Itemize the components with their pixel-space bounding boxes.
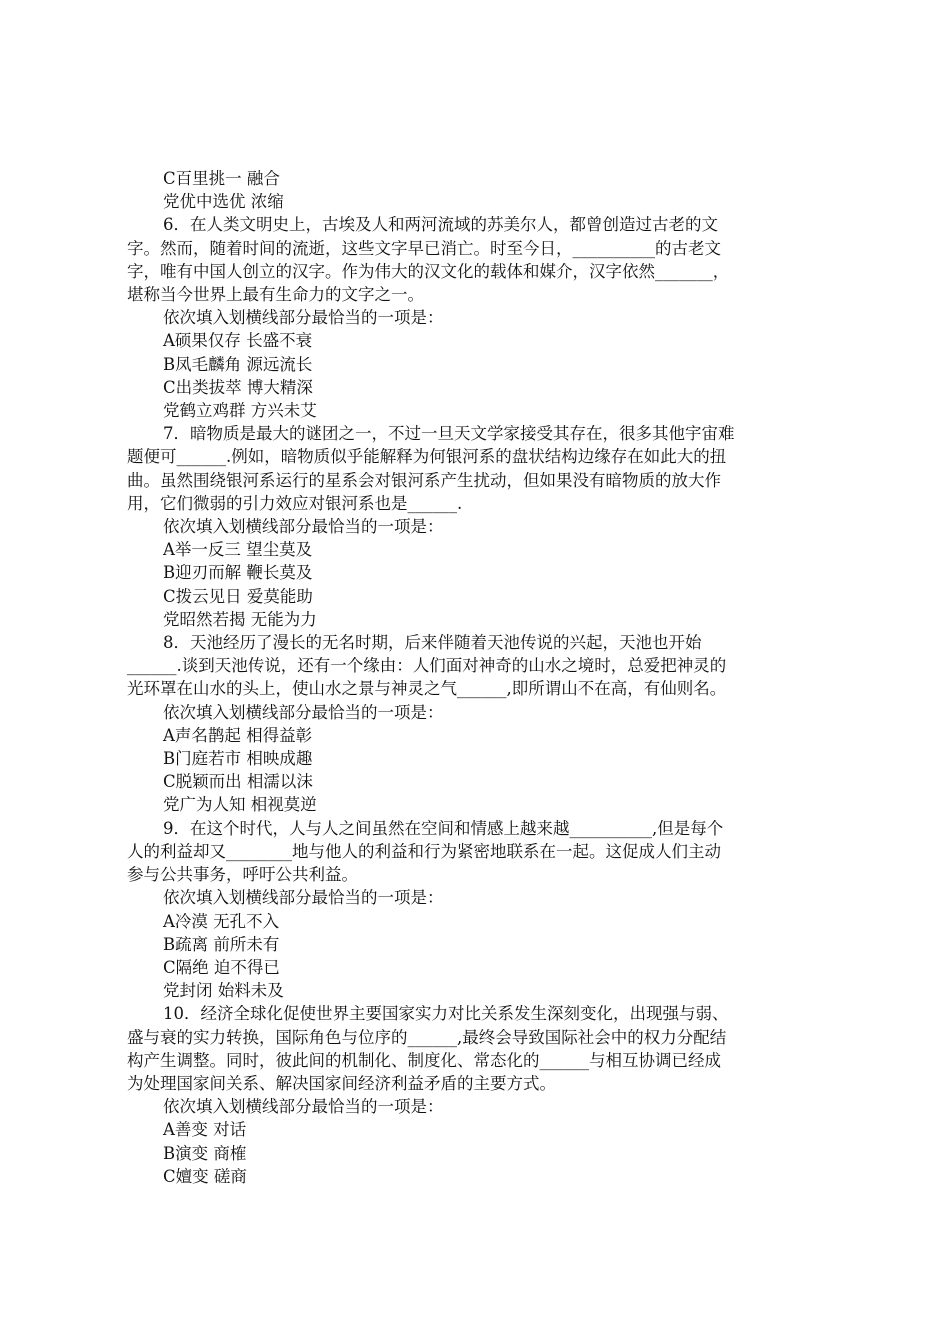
question-10-option-b: B演变 商榷 [163, 1143, 247, 1163]
question-9-prompt: 依次填入划横线部分最恰当的一项是： [163, 888, 444, 908]
question-7-option-b: B迎刃而解 鞭长莫及 [163, 563, 313, 583]
document-body [127, 167, 833, 1188]
question-7-option-d: 党昭然若揭 无能为力 [163, 609, 317, 629]
option-line: 党优中选优 浓缩 [163, 192, 284, 212]
option-line: C百里挑一 融合 [163, 169, 280, 188]
question-6-option-c: C出类拔萃 博大精深 [163, 377, 313, 397]
question-7-option-c: C拨云见日 爱莫能助 [163, 586, 313, 606]
question-8-option-b: B门庭若市 相映成趣 [163, 749, 313, 769]
question-6-line-4: 堪称当今世界上最有生命力的文字之一。 [127, 285, 424, 305]
question-8-prompt: 依次填入划横线部分最恰当的一项是： [163, 702, 444, 722]
question-8-option-c: C脱颖而出 相濡以沫 [163, 772, 313, 792]
question-6-option-a: A硕果仅存 长盛不衰 [163, 331, 313, 351]
question-9-line-3: 参与公共事务，呼吁公共利益。 [127, 865, 358, 885]
question-8-line-3: 光环罩在山水的头上，使山水之景与神灵之气______,即所谓山不在高，有仙则名。 [127, 679, 727, 699]
question-6-line-2: 字。然而，随着时间的流逝，这些文字早已消亡。时至今日，__________的古老文 [127, 238, 721, 258]
question-6-option-d: 党鹤立鸡群 方兴未艾 [163, 401, 317, 421]
question-10-option-a: A善变 对话 [163, 1120, 247, 1140]
question-10-line-4: 为处理国家间关系、解决国家间经济利益矛盾的主要方式。 [127, 1073, 556, 1093]
question-7-line-2: 题便可______.例如，暗物质似乎能解释为何银河系的盘状结构边缘存在如此大的扭 [127, 447, 727, 467]
question-8-line-1: 8．天池经历了漫长的无名时期，后来伴随着天池传说的兴起，天池也开始 [163, 633, 702, 653]
question-8-line-2: ______.谈到天池传说，还有一个缘由：人们面对神奇的山水之境时，总爱把神灵的 [127, 656, 727, 676]
question-9-option-b: B疏离 前所未有 [163, 934, 280, 954]
question-8-option-d: 党广为人知 相视莫逆 [163, 795, 317, 815]
question-9-line-1: 9．在这个时代，人与人之间虽然在空间和情感上越来越__________,但是每个 [163, 818, 724, 838]
question-10-option-c: C嬗变 磋商 [163, 1166, 247, 1186]
question-6-line-1: 6．在人类文明史上，古埃及人和两河流域的苏美尔人，都曾创造过古老的文 [163, 215, 718, 235]
question-9-option-a: A冷漠 无孔不入 [163, 911, 280, 931]
question-8-option-a: A声名鹊起 相得益彰 [163, 725, 313, 745]
question-7-line-3: 曲。虽然围绕银河系运行的星系会对银河系产生扰动，但如果没有暗物质的放大作 [127, 470, 721, 490]
question-9-line-2: 人的利益却又________地与他人的利益和行为紧密地联系在一起。这促成人们主动 [127, 841, 721, 861]
question-7-line-1: 7．暗物质是最大的谜团之一，不过一旦天文学家接受其存在，很多其他宇宙难 [163, 424, 735, 444]
question-6-prompt: 依次填入划横线部分最恰当的一项是： [163, 308, 444, 328]
question-6-option-b: B凤毛麟角 源远流长 [163, 354, 313, 374]
question-9-option-d: 党封闭 始料未及 [163, 981, 284, 1001]
question-6-line-3: 字，唯有中国人创立的汉字。作为伟大的汉文化的载体和媒介，汉字依然_______， [127, 261, 730, 281]
question-10-line-3: 构产生调整。同时，彼此间的机制化、制度化、常态化的______与相互协调已经成 [127, 1050, 721, 1070]
question-7-line-4: 用，它们微弱的引力效应对银河系也是______. [127, 493, 463, 513]
question-7-option-a: A举一反三 望尘莫及 [163, 540, 313, 560]
question-9-option-c: C隔绝 迫不得已 [163, 957, 280, 977]
question-7-prompt: 依次填入划横线部分最恰当的一项是： [163, 517, 444, 537]
question-10-line-2: 盛与衰的实力转换，国际角色与位序的______,最终会导致国际社会中的权力分配结 [127, 1027, 727, 1047]
question-10-prompt: 依次填入划横线部分最恰当的一项是： [163, 1097, 444, 1117]
question-10-line-1: 10．经济全球化促使世界主要国家实力对比关系发生深刻变化，出现强与弱、 [163, 1004, 729, 1024]
